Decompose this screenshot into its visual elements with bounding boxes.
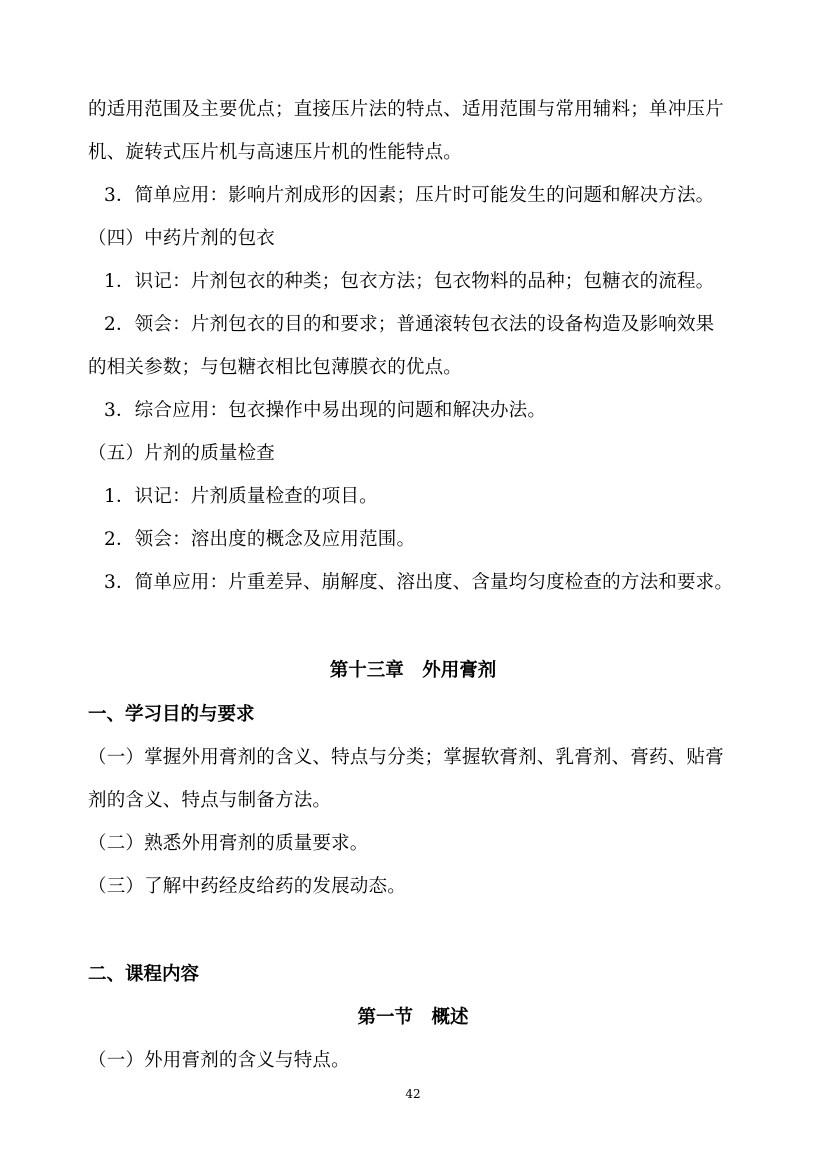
text-line: 3．简单应用：片重差异、崩解度、溶出度、含量均匀度检查的方法和要求。 (104, 572, 734, 593)
text-line: 剂的含义、特点与制备方法。 (88, 790, 332, 811)
text-line: 2．领会：片剂包衣的目的和要求；普通滚转包衣法的设备构造及影响效果 (104, 314, 715, 335)
text-line: （一）掌握外用膏剂的含义、特点与分类；掌握软膏剂、乳膏剂、膏药、贴膏 (88, 747, 724, 768)
subsection-title: 第一节 概述 (357, 1007, 469, 1028)
section-title: 二、课程内容 (88, 964, 200, 985)
chapter-title: 第十三章 外用膏剂 (329, 660, 497, 681)
text-line: 的适用范围及主要优点；直接压片法的特点、适用范围与常用辅料；单冲压片 (88, 99, 724, 120)
text-line: 机、旋转式压片机与高速压片机的性能特点。 (88, 142, 463, 163)
section-title: 一、学习目的与要求 (88, 704, 255, 725)
page-number: 42 (405, 1087, 421, 1101)
text-line: 的相关参数；与包糖衣相比包薄膜衣的优点。 (88, 357, 463, 378)
text-line: 3．综合应用：包衣操作中易出现的问题和解决办法。 (104, 400, 547, 421)
text-line: （一）外用膏剂的含义与特点。 (88, 1050, 350, 1071)
text-line: 1．识记：片剂质量检查的项目。 (104, 486, 378, 507)
text-line: 2．领会：溶出度的概念及应用范围。 (104, 529, 416, 550)
subheading: （四）中药片剂的包衣 (88, 228, 276, 249)
text-line: 1．识记：片剂包衣的种类；包衣方法；包衣物料的品种；包糖衣的流程。 (104, 271, 715, 292)
text-line: （二）熟悉外用膏剂的质量要求。 (88, 833, 369, 854)
text-line: 3．简单应用：影响片剂成形的因素；压片时可能发生的问题和解决方法。 (104, 185, 715, 206)
text-line: （三）了解中药经皮给药的发展动态。 (88, 876, 406, 897)
subheading: （五）片剂的质量检查 (88, 443, 276, 464)
